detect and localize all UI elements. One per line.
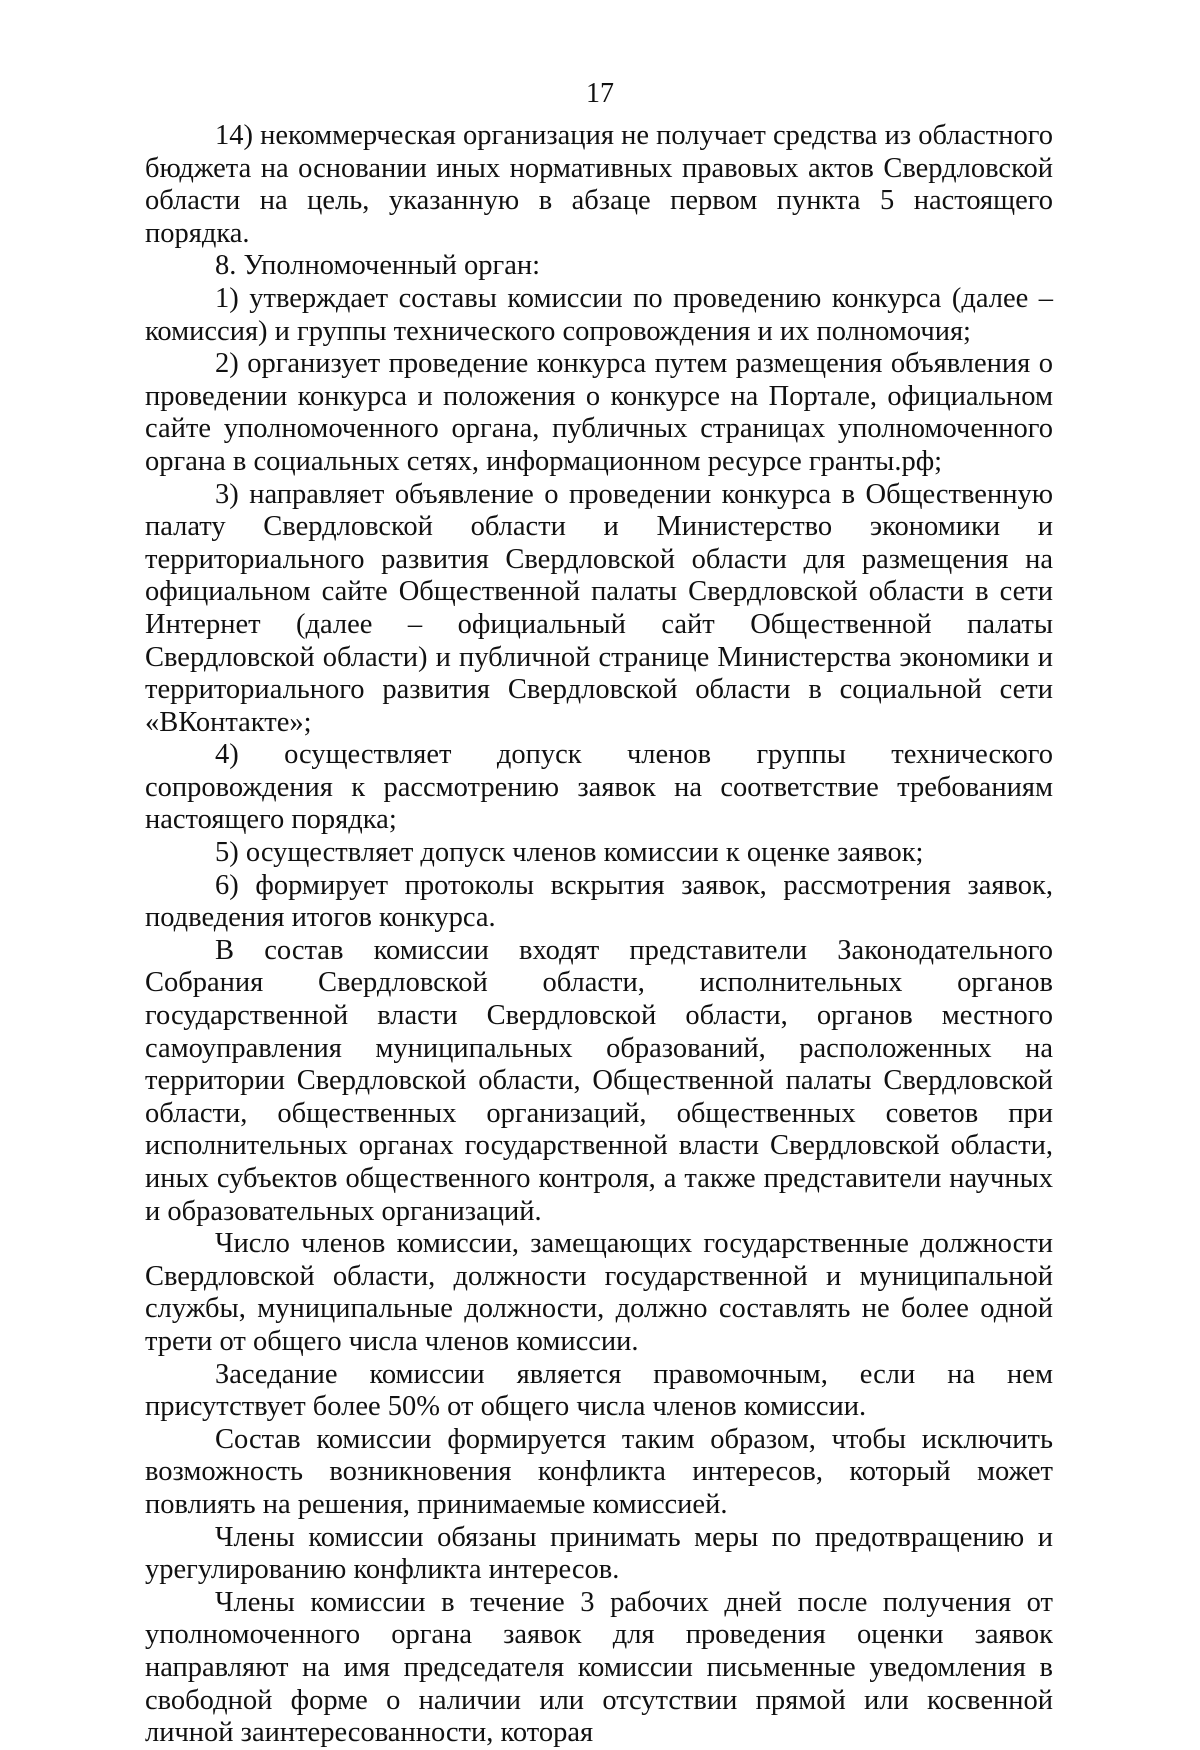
paragraph: Заседание комиссии является правомочным, если на нем присутствует более 50% от общего числа членов комиссии. xyxy=(145,1358,1053,1423)
paragraph: 5) осуществляет допуск членов комиссии к оценке заявок; xyxy=(215,837,924,869)
paragraph: Члены комиссии в течение 3 рабочих дней после получения от уполномоченного органа заявок для проведения оценки заявок направляют на имя председателя комиссии письменные уведомления в свободной форме о наличии или отсутствии прямой или косвенной личной заинтересованности, которая xyxy=(145,1586,1053,1749)
paragraph: 2) организует проведение конкурса путем размещения объявления о проведении конкурса и положения о конкурсе на Портале, официальном сайте уполномоченного органа, публичных страницах уполномоченного органа в социальных сетях, информационном ресурсе гранты.рф; xyxy=(145,348,1053,477)
paragraph: 1) утверждает составы комиссии по проведению конкурса (далее – комиссия) и группы технического сопровождения и их полномочия; xyxy=(145,282,1053,347)
paragraph: 4) осуществляет допуск членов группы технического сопровождения к рассмотрению заявок на соответствие требованиям настоящего порядка; xyxy=(145,739,1053,836)
page-number: 17 xyxy=(586,78,614,109)
paragraph: Состав комиссии формируется таким образом, чтобы исключить возможность возникновения конфликта интересов, который может повлиять на решения, принимаемые комиссией. xyxy=(145,1423,1053,1520)
paragraph: 3) направляет объявление о проведении конкурса в Общественную палату Свердловской области и Министерство экономики и территориального развития Свердловской области для размещения на официальном сайте Общественной палаты Свердловской области в сети Интернет (далее – официальный сайт Общественной палаты Свердловской области) и публичной странице Министерства экономики и территориального развития Свердловской области в социальной сети «ВКонтакте»; xyxy=(145,478,1053,738)
paragraph: В состав комиссии входят представители Законодательного Собрания Свердловской области, исполнительных органов государственной власти Свердловской области, органов местного самоуправления муниципальных образований, расположенных на территории Свердловской области, Общественной палаты Свердловской области, общественных организаций, общественных советов при исполнительных органах государственной власти Свердловской области, иных субъектов общественного контроля, а также представители научных и образовательных организаций. xyxy=(145,934,1053,1227)
paragraph: Число членов комиссии, замещающих государственные должности Свердловской области, должности государственной и муниципальной службы, муниципальные должности, должно составлять не более одной трети от общего числа членов комиссии. xyxy=(145,1228,1053,1357)
paragraph: 8. Уполномоченный орган: xyxy=(215,250,541,282)
paragraph: 14) некоммерческая организация не получает средства из областного бюджета на основании иных нормативных правовых актов Свердловской области на цель, указанную в абзаце первом пункта 5 настоящего порядка. xyxy=(145,120,1053,249)
paragraph: 6) формирует протоколы вскрытия заявок, рассмотрения заявок, подведения итогов конкурса. xyxy=(145,869,1053,934)
document-body xyxy=(145,120,1053,1750)
paragraph: Члены комиссии обязаны принимать меры по предотвращению и урегулированию конфликта интересов. xyxy=(145,1521,1053,1586)
